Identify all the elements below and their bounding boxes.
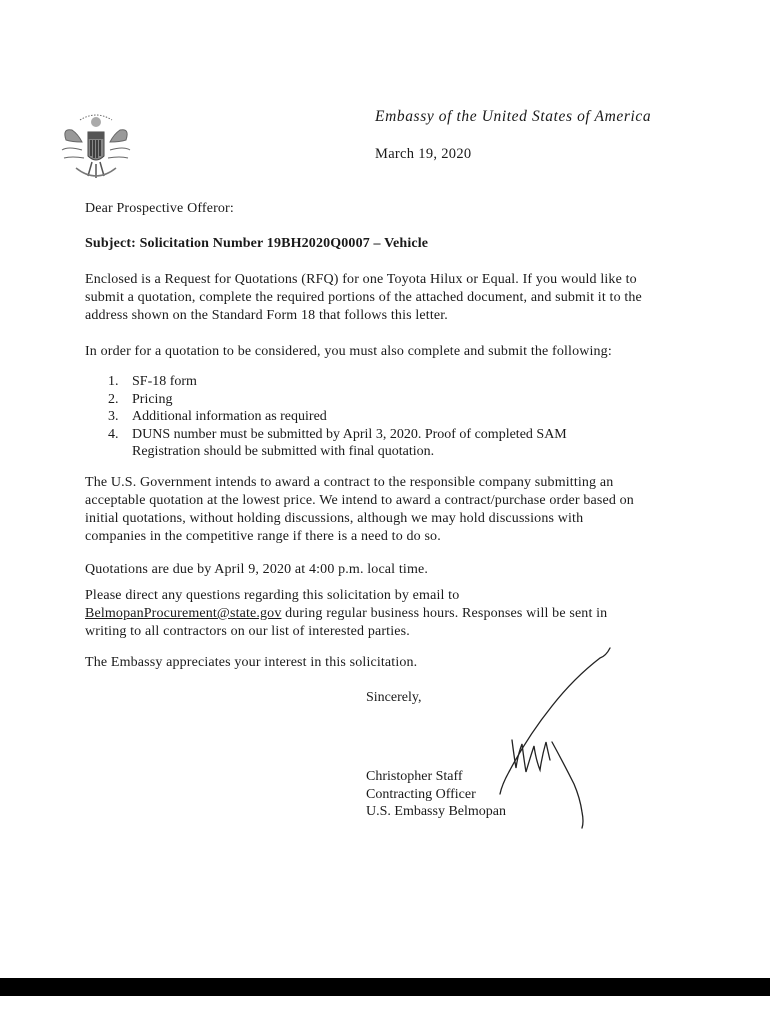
paragraph-questions: Please direct any questions regarding this solicitation by email to BelmopanProcurement@state.gov during regular business hours. Responses will be sent in writing to all contractors on our list of interested parties. [85,588,608,639]
list-item: 1. SF-18 form [108,374,197,389]
paragraph-award: The U.S. Government intends to award a contract to the responsible company submitting an acceptable quotation at the lowest price. We intend to award a contract/purchase order based on initial quotations, without holding discussions, although we may hold discussions with companies in the competitive range if there is a need to do so. [85,475,634,544]
paragraph-due-date: Quotations are due by April 9, 2020 at 4:00 p.m. local time. [85,562,428,577]
paragraph-appreciation: The Embassy appreciates your interest in this solicitation. [85,655,418,670]
closing: Sincerely, [366,690,422,705]
embassy-heading: Embassy of the United States of America [375,108,652,125]
signatory-office: U.S. Embassy Belmopan [366,804,506,819]
signatory-block [366,768,506,821]
requirements-list [108,373,567,461]
us-embassy-seal-icon [58,106,134,186]
signatory-name: Christopher Staff [366,769,463,784]
letter-date: March 19, 2020 [375,146,472,162]
procurement-email-link[interactable]: BelmopanProcurement@state.gov [85,606,282,621]
paragraph-requirements-intro: In order for a quotation to be considered, you must also complete and submit the following: [85,344,612,359]
signatory-title: Contracting Officer [366,786,476,802]
salutation: Dear Prospective Offeror: [85,201,234,216]
list-item: 2. Pricing [108,391,173,407]
paragraph-enclosed: Enclosed is a Request for Quotations (RFQ) for one Toyota Hilux or Equal. If you would like to submit a quotation, complete the required portions of the attached document, and submit it to the address shown on the Standard Form 18 that follows this letter. [85,272,642,323]
list-item: 4. DUNS number must be submitted by April 3, 2020. Proof of completed SAM Registration should be submitted with final quotation. [108,426,567,459]
subject-line: Subject: Solicitation Number 19BH2020Q0007 – Vehicle [85,236,429,251]
scan-edge-bar [0,978,770,996]
list-item: 3. Additional information as required [108,409,327,424]
